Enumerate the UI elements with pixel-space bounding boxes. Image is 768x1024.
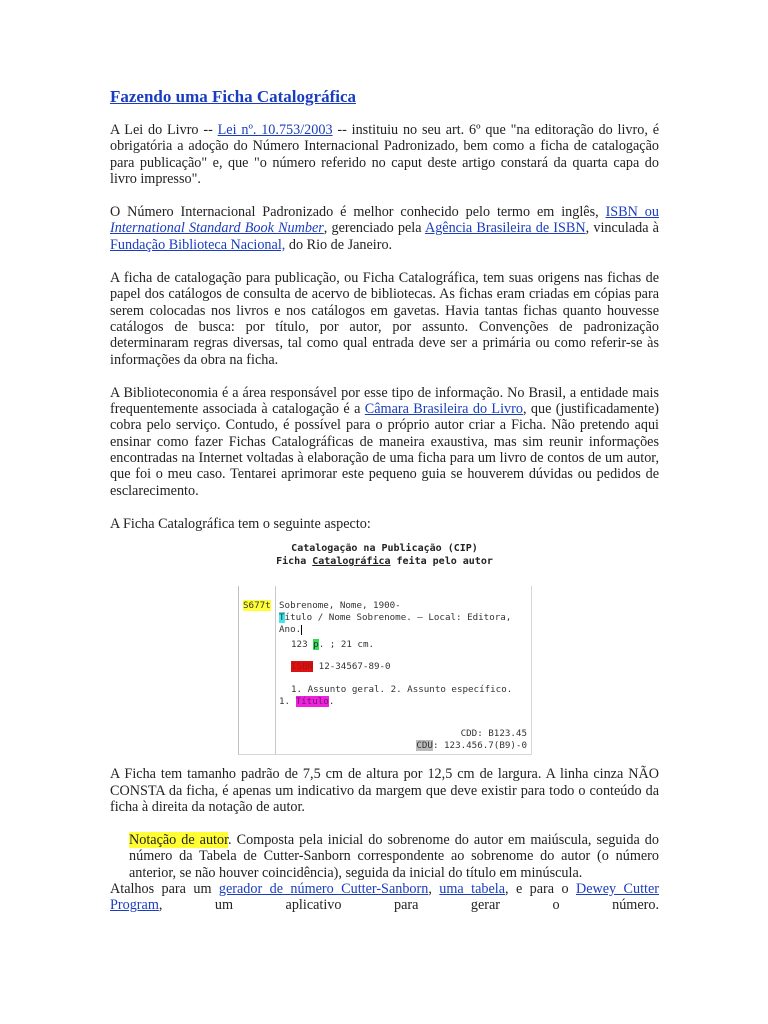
- isbn-highlight: ISBN: [291, 661, 314, 673]
- card-title-line: [279, 612, 511, 624]
- text: 12-34567-89-0: [313, 661, 391, 673]
- paragraph-notacao-autor: [110, 832, 659, 881]
- text: 123: [291, 639, 314, 651]
- card-title-entry: [279, 696, 334, 708]
- text: , gerenciado pela: [323, 220, 425, 237]
- link-agencia-isbn[interactable]: Agência Brasileira de ISBN: [424, 220, 586, 237]
- margin-line: [275, 586, 276, 754]
- text: . ; 21 cm.: [318, 639, 375, 651]
- text: Ficha: [276, 556, 313, 568]
- link-fundacao-biblioteca-nacional[interactable]: Fundação Biblioteca Nacional,: [110, 236, 286, 253]
- card-subjects-line: 1. Assunto geral. 2. Assunto específico.: [291, 684, 513, 696]
- text: A Lei do Livro --: [110, 122, 218, 138]
- notation-highlight: S677t: [243, 600, 271, 612]
- paragraph-aspecto: A Ficha Catalográfica tem o seguinte aspecto:: [110, 515, 371, 532]
- title-entry-highlight: Título: [295, 696, 329, 708]
- catalog-card-figure: [110, 542, 659, 754]
- text: , e para o: [505, 881, 576, 898]
- text: ,: [428, 881, 440, 898]
- text-cursor: [301, 625, 302, 635]
- text: , vinculada à: [585, 220, 659, 237]
- figure-subtitle: [110, 555, 659, 568]
- text: feita pelo autor: [390, 556, 493, 568]
- catalog-card: [238, 586, 532, 755]
- text: , um aplicativo para gerar o número.: [158, 897, 659, 914]
- text: .: [328, 696, 335, 708]
- page-title: Fazendo uma Ficha Catalográfica: [110, 87, 356, 106]
- text: , que (justificadamente) cobra pelo serviço. Contudo, é possível para o próprio autor criar a Ficha. Não pretendo aqui ensinar como fazer Fichas Catalográficas de maneira exaustiva, mas sim reunir informações encontradas na Internet voltadas à elaboração de uma ficha para um livro de contos de um autor, que foi o meu caso. Tentarei aprimorar este pequeno guia se houverem dúvidas ou pedidos de esclarecimento.: [110, 401, 659, 499]
- author-notation: [243, 600, 271, 612]
- link-isbn-fullname: International Standard Book Number: [110, 220, 324, 237]
- pages-highlight: p: [313, 639, 319, 651]
- text: 1.: [279, 696, 296, 708]
- text: A Biblioteconomia é a área responsável por esse tipo de informação. No Brasil, a entidade mais frequentemente associada à catalogação é a: [110, 384, 659, 418]
- text: : 123.456.7(B9)-0: [432, 740, 527, 752]
- notacao-highlight: Notação de autor: [129, 832, 229, 849]
- paragraph-atalhos: [110, 881, 659, 914]
- text: Atalhos para um: [110, 881, 219, 898]
- card-year-line: [279, 624, 302, 636]
- paragraph-biblioteconomia: [110, 385, 659, 499]
- paragraph-isbn: [110, 204, 659, 253]
- link-dewey-cutter-program[interactable]: Dewey Cutter Program: [110, 881, 659, 914]
- link-lei-10753[interactable]: Lei nº. 10.753/2003: [217, 122, 333, 138]
- link-gerador-cutter-sanborn[interactable]: gerador de número Cutter-Sanborn: [218, 881, 429, 898]
- text: Catalográfica: [312, 556, 391, 568]
- text: . Composta pela inicial do sobrenome do autor em maiúscula, seguida do número da Tabela de Cutter-Sanborn correspondente ao sobrenome do autor (o número anterior, se não houver coincidência), seguida da inicial do título em minúscula.: [129, 832, 659, 881]
- link-isbn-label: ISBN ou: [605, 204, 659, 221]
- title-initial-highlight: T: [279, 612, 285, 624]
- text: O Número Internacional Padronizado é melhor conhecido pelo termo em inglês,: [110, 204, 606, 221]
- card-isbn-line: [291, 661, 391, 673]
- card-pages-line: [291, 639, 374, 651]
- card-cdu: [416, 740, 527, 752]
- figure-title: Catalogação na Publicação (CIP): [291, 543, 478, 555]
- link-uma-tabela[interactable]: uma tabela: [439, 881, 505, 898]
- cdu-highlight: CDU: [416, 740, 433, 752]
- paragraph-lei-do-livro: [110, 122, 659, 187]
- text: ítulo / Nome Sobrenome. – Local: Editora,: [284, 612, 512, 624]
- text: do Rio de Janeiro.: [285, 236, 393, 253]
- paragraph-origens: A ficha de catalogação para publicação, ou Ficha Catalográfica, tem suas origens nas fichas de papel dos catálogos de consulta de acervo de bibliotecas. As fichas eram criadas em cópias para serem colocadas nos livros e nos catálogos em gavetas. Havia tantas fichas quanto houvesse catálogos de busca: por título, por autor, por assunto. Convenções de padronização determinaram regras diversas, tal como qual entrada deve ser a primária ou como referir-se às informações da obra na ficha.: [110, 270, 659, 368]
- article: [110, 86, 659, 931]
- text: Ano.: [279, 624, 302, 636]
- paragraph-tamanho: A Ficha tem tamanho padrão de 7,5 cm de altura por 12,5 cm de largura. A linha cinza NÃO CONSTA da ficha, é apenas um indicativo da margem que deve existir para todo o conteúdo da ficha à direita da notação de autor.: [110, 766, 659, 815]
- card-author-line: Sobrenome, Nome, 1900-: [279, 600, 401, 612]
- link-camara-brasileira-do-livro[interactable]: Câmara Brasileira do Livro: [364, 401, 523, 418]
- text: -- instituiu no seu art. 6º que "na editoração do livro, é obrigatória a adoção do Número Internacional Padronizado, bem como a ficha de catalogação para publicação" e, que "o número referido no caput deste artigo constará da quarta capa do livro impresso".: [110, 122, 660, 187]
- card-cdd: CDD: B123.45: [460, 728, 527, 740]
